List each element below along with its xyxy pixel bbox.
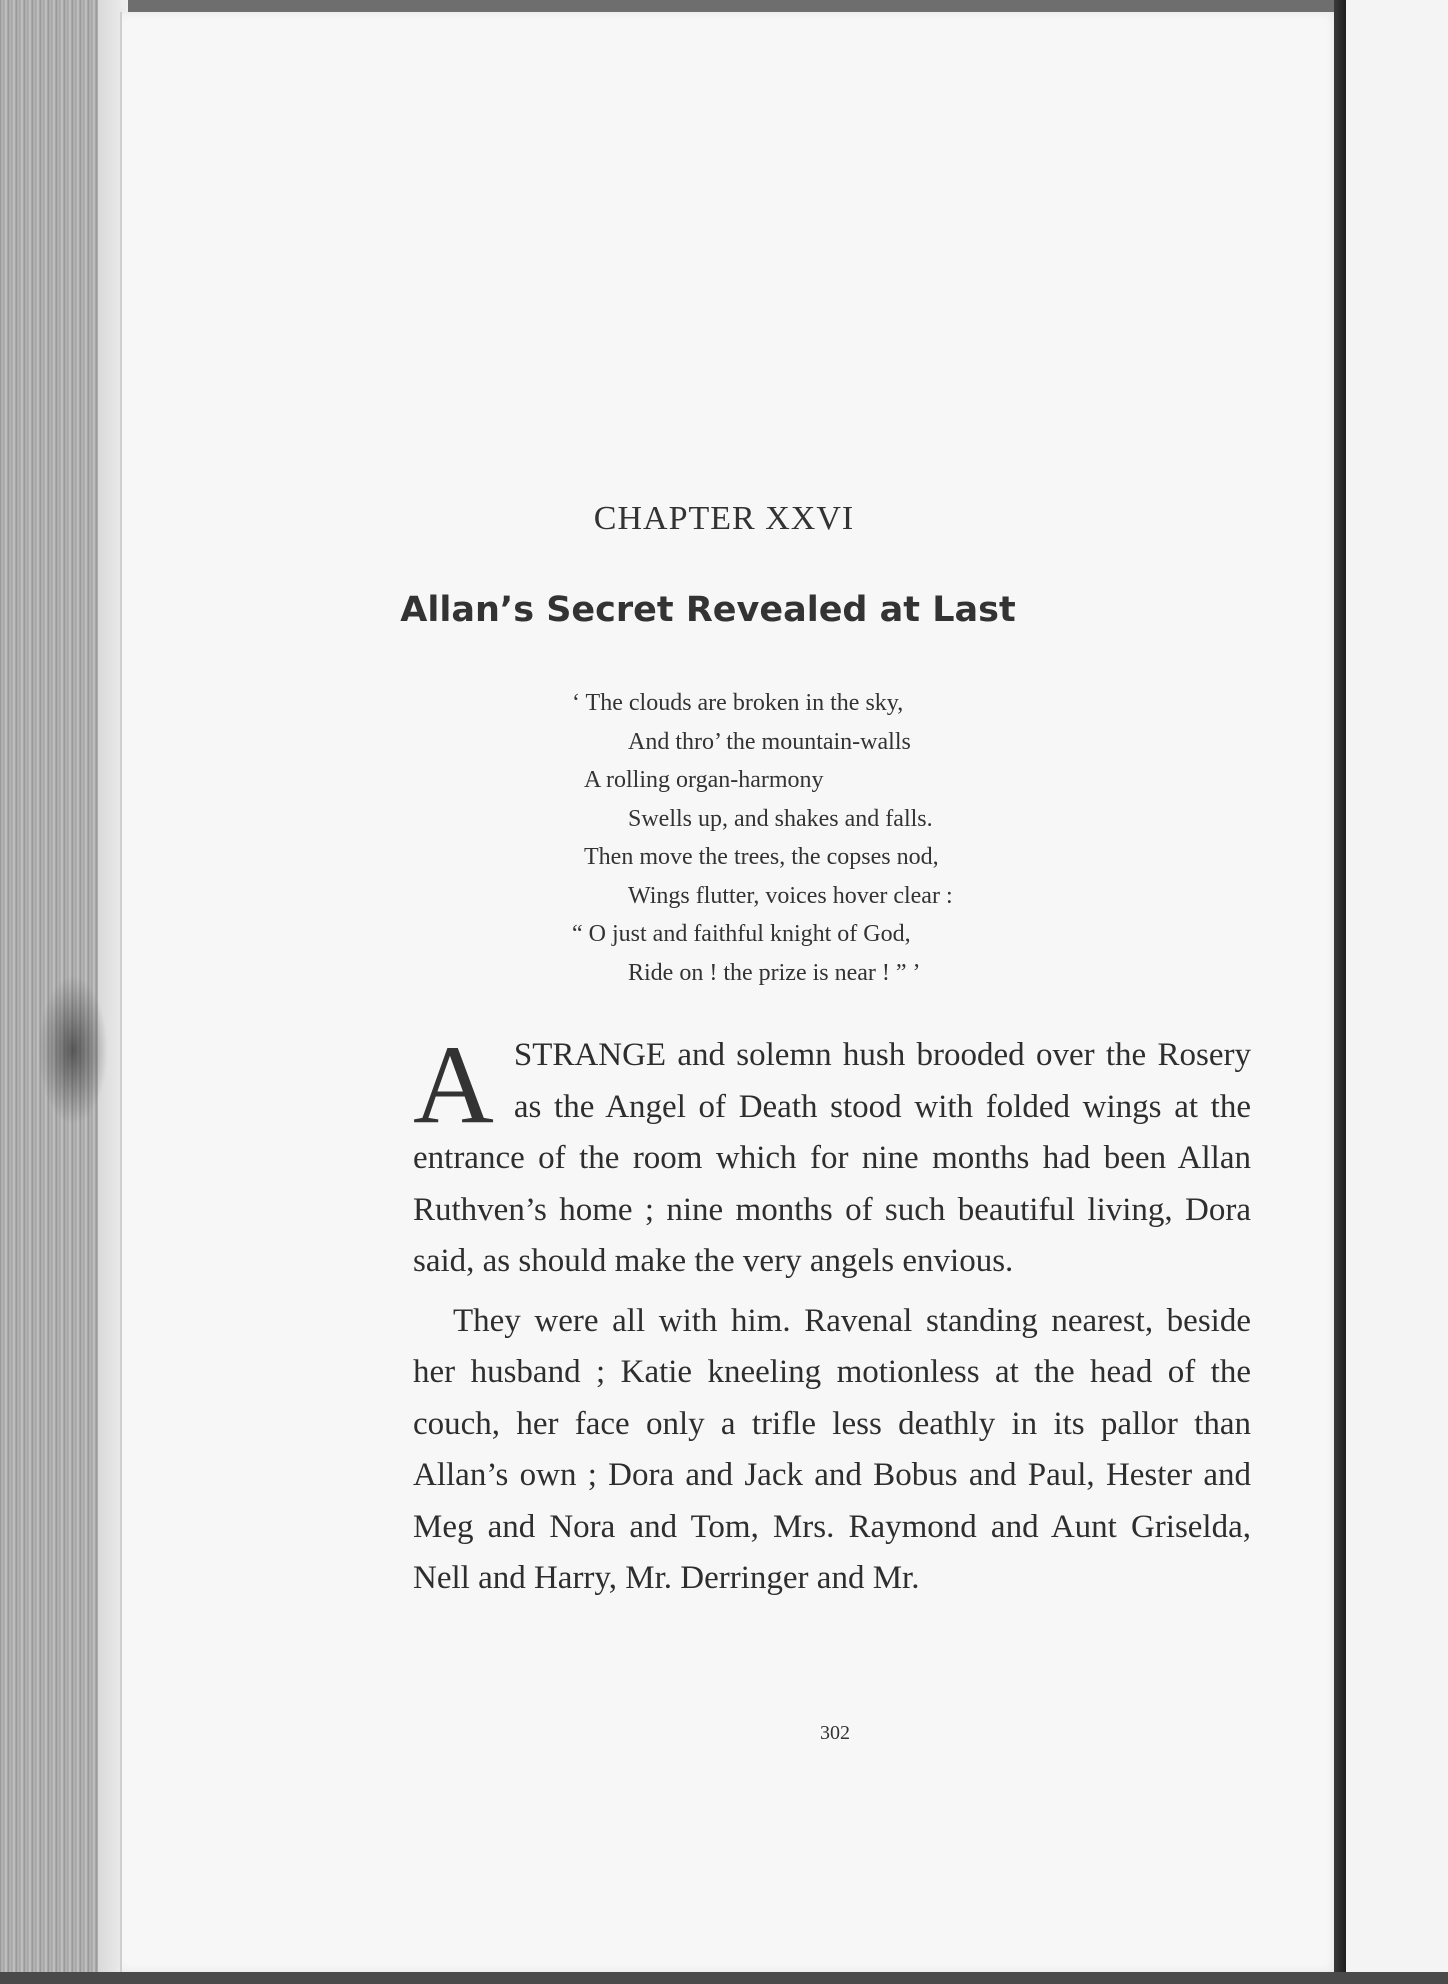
epigraph-poem — [572, 684, 1104, 992]
page-number-text: 302 — [820, 1722, 850, 1744]
chapter-title-text: Allan’s Secret Revealed at Last — [400, 590, 1016, 630]
poem-line: Then move the trees, the copses nod, — [584, 844, 939, 870]
paragraph-1-text: STRANGE and solemn hush brooded over the Rosery as the Angel of Death stood with folded wings at the entrance of the room which for nine months had been Allan Ruthven’s home ; nine months of such beautiful living, Dora said, as should make the very angels envious. — [413, 1037, 1251, 1279]
book-page — [120, 12, 1340, 1972]
poem-line: ‘ The clouds are broken in the sky, — [572, 690, 904, 716]
chapter-body — [413, 1023, 1251, 1605]
ink-smudge — [38, 975, 108, 1125]
drop-cap: A — [413, 1023, 494, 1147]
poem-line: Swells up, and shakes and falls. — [628, 805, 933, 832]
chapter-title — [0, 590, 1448, 630]
chapter-label: CHAPTER XXVI — [593, 500, 855, 537]
page-number — [0, 1722, 1448, 1745]
poem-line: And thro’ the mountain-walls — [628, 728, 911, 755]
chapter-heading — [100, 500, 1448, 538]
paragraph-2: They were all with him. Ravenal standing nearest, beside her husband ; Katie kneeling motionless at the head of the couch, her face only a trifle less deathly in its pallor than Allan’s own ; Dora and Jack and Bobus and Paul, Hester and Meg and Nora and Tom, Mrs. Raymond and Aunt Griselda, Nell and Harry, Mr. Derringer and Mr. — [413, 1302, 1251, 1596]
book-binding-shadow — [1334, 0, 1346, 1984]
poem-line: Ride on ! the prize is near ! ” ’ — [628, 959, 921, 986]
poem-line: A rolling organ-harmony — [584, 767, 824, 793]
poem-line: “ O just and faithful knight of God, — [572, 921, 911, 947]
paragraph-1 — [413, 1023, 1251, 1288]
facing-page-edge — [1346, 0, 1448, 1984]
poem-line: Wings flutter, voices hover clear : — [628, 882, 953, 909]
scan-bottom-border — [0, 1972, 1448, 1984]
